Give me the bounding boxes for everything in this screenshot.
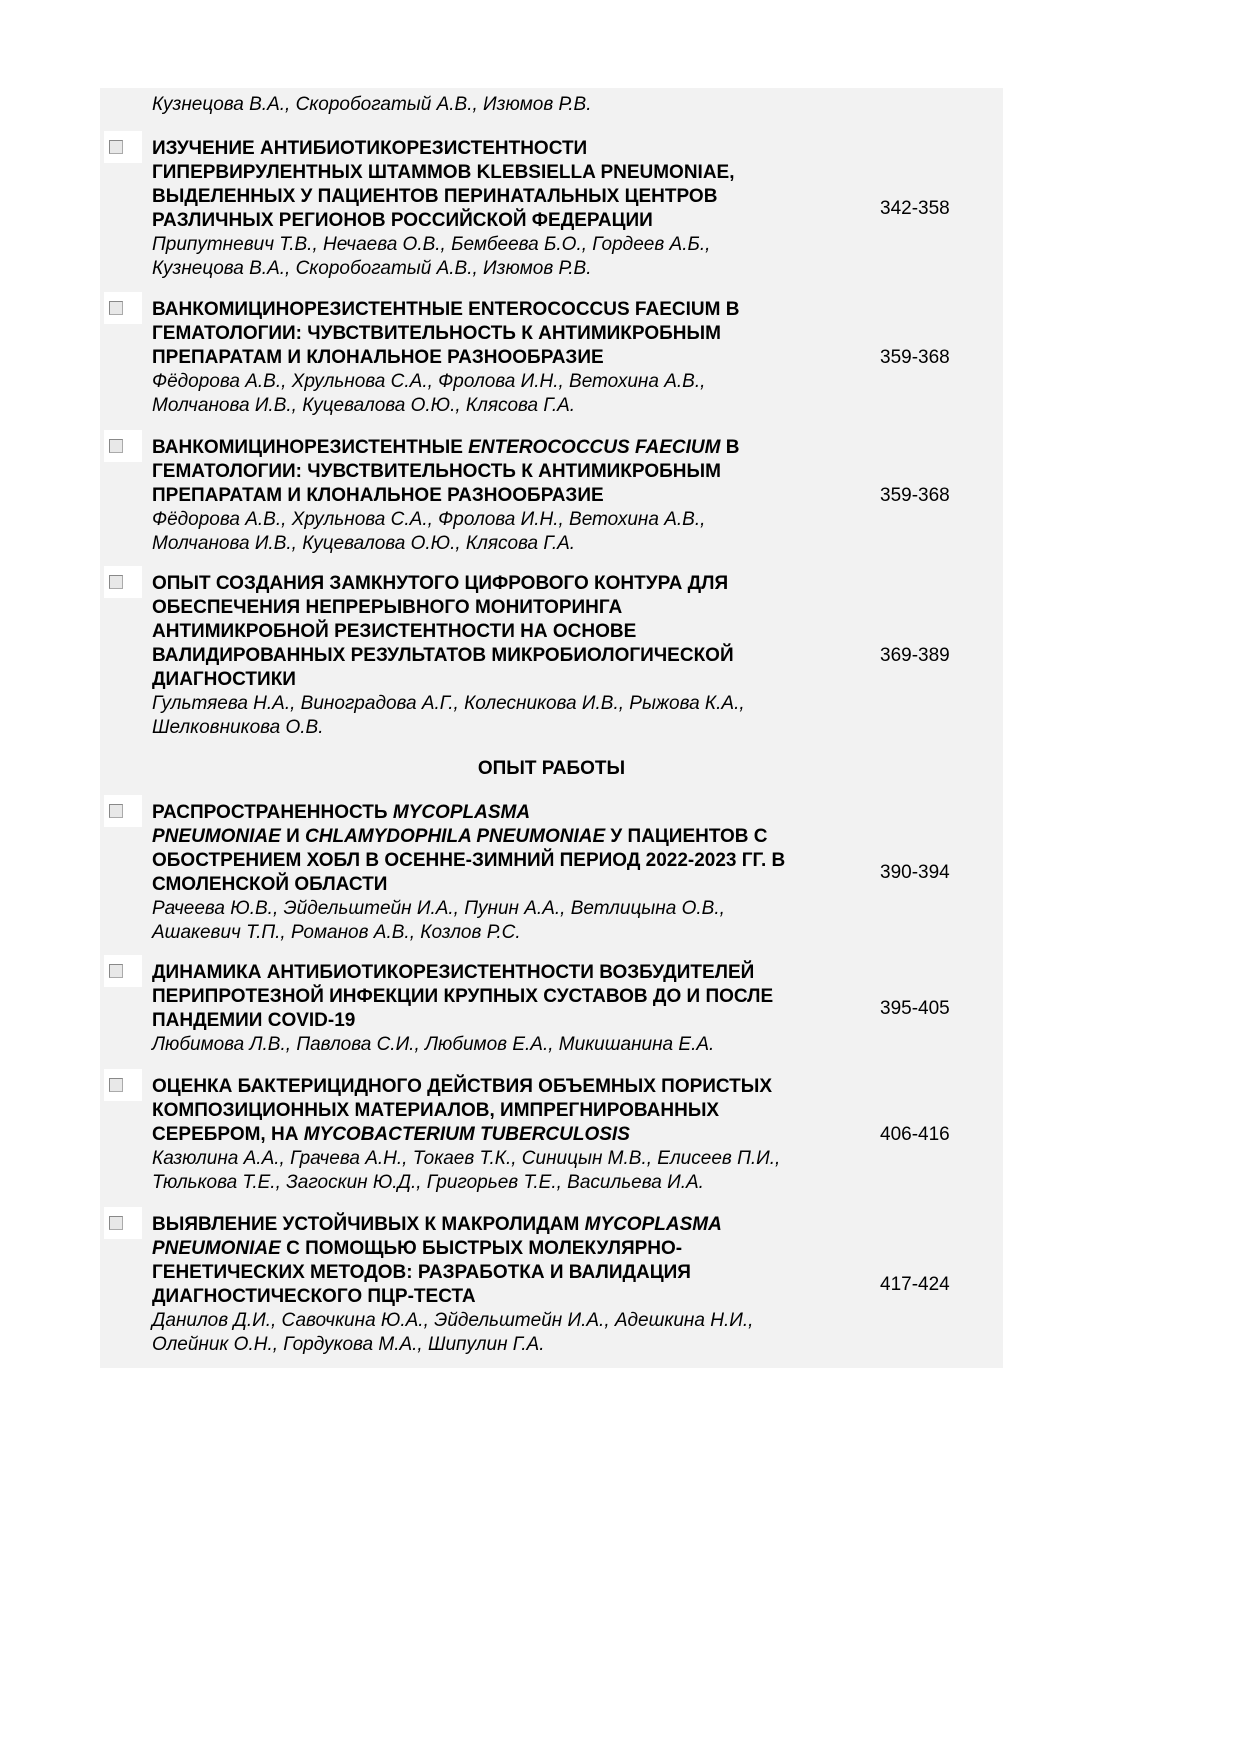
article-authors: Молчанова И.В., Куцевалова О.Ю., Клясова Г.А. <box>152 395 576 416</box>
checkbox-icon <box>109 140 123 154</box>
article-title-line[interactable] <box>152 825 785 849</box>
article-authors: Ашакевич Т.П., Романов А.В., Козлов Р.С. <box>152 922 521 943</box>
article-title-line[interactable] <box>152 137 735 161</box>
article-authors: Гультяева Н.А., Виноградова А.Г., Колесникова И.В., Рыжова К.А., <box>152 693 745 714</box>
article-title-line[interactable] <box>152 1009 773 1033</box>
title-segment: ГЕМАТОЛОГИИ: ЧУВСТВИТЕЛЬНОСТЬ К АНТИМИКРОБНЫМ <box>152 323 721 344</box>
title-segment: ИЗУЧЕНИЕ АНТИБИОТИКОРЕЗИСТЕНТНОСТИ <box>152 138 588 159</box>
article-checkbox[interactable] <box>104 430 142 462</box>
title-segment: ГЕНЕТИЧЕСКИХ МЕТОДОВ: РАЗРАБОТКА И ВАЛИДАЦИЯ <box>152 1262 691 1283</box>
article-title-line[interactable] <box>152 644 745 668</box>
title-segment: ПРЕПАРАТАМ И КЛОНАЛЬНОЕ РАЗНООБРАЗИЕ <box>152 485 604 506</box>
article-title-line[interactable] <box>152 322 739 346</box>
title-segment: ОПЫТ СОЗДАНИЯ ЗАМКНУТОГО ЦИФРОВОГО КОНТУРА ДЛЯ <box>152 573 729 594</box>
title-segment: ДИАГНОСТИЧЕСКОГО ПЦР-ТЕСТА <box>152 1286 476 1307</box>
article-title-line[interactable] <box>152 668 745 692</box>
article-authors: Казюлина А.А., Грачева А.Н., Токаев Т.К., Синицын М.В., Елисеев П.И., <box>152 1148 781 1169</box>
title-segment: ОБОСТРЕНИЕМ ХОБЛ В ОСЕННЕ-ЗИМНИЙ ПЕРИОД 2022-2023 ГГ. В <box>152 850 786 871</box>
title-segment: И <box>280 826 306 847</box>
page-range: 406-416 <box>880 1124 950 1145</box>
article-title-line[interactable] <box>152 620 745 644</box>
article-title-line[interactable] <box>152 1213 753 1237</box>
article-title-line[interactable] <box>152 873 785 897</box>
article-title-line[interactable] <box>152 1261 753 1285</box>
title-segment: ВЫДЕЛЕННЫХ У ПАЦИЕНТОВ ПЕРИНАТАЛЬНЫХ ЦЕНТРОВ <box>152 186 718 207</box>
article-authors: Данилов Д.И., Савочкина Ю.А., Эйдельштейн И.А., Адешкина Н.И., <box>152 1310 754 1331</box>
title-segment: ДИНАМИКА АНТИБИОТИКОРЕЗИСТЕНТНОСТИ ВОЗБУДИТЕЛЕЙ <box>152 962 755 983</box>
article-title-line[interactable] <box>152 298 739 322</box>
article-title-line[interactable] <box>152 161 735 185</box>
article-authors: Олейник О.Н., Гордукова М.А., Шипулин Г.А. <box>152 1334 545 1355</box>
article-authors: Фёдорова А.В., Хрульнова С.А., Фролова И.Н., Ветохина А.В., <box>152 371 706 392</box>
page-range: 395-405 <box>880 998 950 1019</box>
title-italic-segment: PNEUMONIAE <box>152 1238 281 1259</box>
article-authors: Шелковникова О.В. <box>152 717 324 738</box>
title-segment: ВАЛИДИРОВАННЫХ РЕЗУЛЬТАТОВ МИКРОБИОЛОГИЧЕСКОЙ <box>152 645 734 666</box>
article-title-line[interactable] <box>152 572 745 596</box>
article-title-line[interactable] <box>152 1099 780 1123</box>
article-title-line[interactable] <box>152 436 739 460</box>
title-italic-segment: CHLAMYDOPHILA PNEUMONIAE <box>305 826 606 847</box>
article-title-line[interactable] <box>152 985 773 1009</box>
page-range: 342-358 <box>880 198 950 219</box>
article-checkbox[interactable] <box>104 131 142 163</box>
title-segment: ОЦЕНКА БАКТЕРИЦИДНОГО ДЕЙСТВИЯ ОБЪЕМНЫХ ПОРИСТЫХ <box>152 1076 773 1097</box>
article-authors: Тюлькова Т.Е., Загоскин Ю.Д., Григорьев Т.Е., Васильева И.А. <box>152 1172 704 1193</box>
title-segment: ПРЕПАРАТАМ И КЛОНАЛЬНОЕ РАЗНООБРАЗИЕ <box>152 347 604 368</box>
article-title-line[interactable] <box>152 346 739 370</box>
title-segment: ПАНДЕМИИ COVID-19 <box>152 1010 356 1031</box>
article-authors: Фёдорова А.В., Хрульнова С.А., Фролова И.Н., Ветохина А.В., <box>152 509 706 530</box>
article-authors: Молчанова И.В., Куцевалова О.Ю., Клясова Г.А. <box>152 533 576 554</box>
article-title-line[interactable] <box>152 1237 753 1261</box>
title-segment: ВЫЯВЛЕНИЕ УСТОЙЧИВЫХ К МАКРОЛИДАМ <box>152 1214 585 1235</box>
page-range: 369-389 <box>880 645 950 666</box>
article-checkbox[interactable] <box>104 1207 142 1239</box>
article-authors: Припутневич Т.В., Нечаева О.В., Бембеева Б.О., Гордеев А.Б., <box>152 234 711 255</box>
page-range: 390-394 <box>880 862 950 883</box>
continuation-authors: Кузнецова В.А., Скоробогатый А.В., Изюмов Р.В. <box>152 94 592 115</box>
title-segment: У ПАЦИЕНТОВ С <box>605 826 768 847</box>
title-segment: КОМПОЗИЦИОННЫХ МАТЕРИАЛОВ, ИМПРЕГНИРОВАННЫХ <box>152 1100 720 1121</box>
title-segment: ОБЕСПЕЧЕНИЯ НЕПРЕРЫВНОГО МОНИТОРИНГА <box>152 597 623 618</box>
checkbox-icon <box>109 1078 123 1092</box>
title-italic-segment: MYCOBACTERIUM TUBERCULOSIS <box>303 1124 630 1145</box>
article-checkbox[interactable] <box>104 292 142 324</box>
article-title-line[interactable] <box>152 596 745 620</box>
title-segment: С ПОМОЩЬЮ БЫСТРЫХ МОЛЕКУЛЯРНО- <box>280 1238 683 1259</box>
article-title-line[interactable] <box>152 209 735 233</box>
checkbox-icon <box>109 439 123 453</box>
title-italic-segment: ENTEROCOCCUS FAECIUM <box>468 437 721 458</box>
page-range: 359-368 <box>880 485 950 506</box>
checkbox-icon <box>109 575 123 589</box>
title-segment: ГЕМАТОЛОГИИ: ЧУВСТВИТЕЛЬНОСТЬ К АНТИМИКРОБНЫМ <box>152 461 721 482</box>
page-range: 359-368 <box>880 347 950 368</box>
article-title-line[interactable] <box>152 801 785 825</box>
article-authors: Рачеева Ю.В., Эйдельштейн И.А., Пунин А.А., Ветлицына О.В., <box>152 898 725 919</box>
article-title-line[interactable] <box>152 1123 780 1147</box>
article-checkbox[interactable] <box>104 795 142 827</box>
title-segment: РАЗЛИЧНЫХ РЕГИОНОВ РОССИЙСКОЙ ФЕДЕРАЦИИ <box>152 210 653 231</box>
title-italic-segment: PNEUMONIAE <box>152 826 281 847</box>
title-segment: СМОЛЕНСКОЙ ОБЛАСТИ <box>152 874 388 895</box>
section-heading: ОПЫТ РАБОТЫ <box>477 758 626 779</box>
article-title-line[interactable] <box>152 849 785 873</box>
title-segment: РАСПРОСТРАНЕННОСТЬ <box>152 802 393 823</box>
title-segment: ГИПЕРВИРУЛЕНТНЫХ ШТАММОВ KLEBSIELLA PNEUMONIAE, <box>152 162 735 183</box>
title-segment: ПЕРИПРОТЕЗНОЙ ИНФЕКЦИИ КРУПНЫХ СУСТАВОВ ДО И ПОСЛЕ <box>152 986 774 1007</box>
article-title-line[interactable] <box>152 1075 780 1099</box>
title-segment: ВАНКОМИЦИНОРЕЗИСТЕНТНЫЕ ENTEROCOCCUS FAECIUM В <box>152 299 740 320</box>
article-title-line[interactable] <box>152 1285 753 1309</box>
article-checkbox[interactable] <box>104 1069 142 1101</box>
article-title-line[interactable] <box>152 185 735 209</box>
title-segment: ДИАГНОСТИКИ <box>152 669 296 690</box>
article-title-line[interactable] <box>152 961 773 985</box>
article-authors: Кузнецова В.А., Скоробогатый А.В., Изюмов Р.В. <box>152 258 592 279</box>
title-segment: СЕРЕБРОМ, НА <box>152 1124 304 1145</box>
page-range: 417-424 <box>880 1274 950 1295</box>
title-italic-segment: MYCOPLASMA <box>584 1214 722 1235</box>
title-italic-segment: MYCOPLASMA <box>392 802 531 823</box>
article-title-line[interactable] <box>152 460 739 484</box>
checkbox-icon <box>109 964 123 978</box>
article-title-line[interactable] <box>152 484 739 508</box>
checkbox-icon <box>109 301 123 315</box>
checkbox-icon <box>109 804 123 818</box>
article-checkbox[interactable] <box>104 955 142 987</box>
checkbox-icon <box>109 1216 123 1230</box>
title-segment: В <box>720 437 740 458</box>
article-authors: Любимова Л.В., Павлова С.И., Любимов Е.А., Микишанина Е.А. <box>152 1034 715 1055</box>
title-segment: ВАНКОМИЦИНОРЕЗИСТЕНТНЫЕ <box>152 437 469 458</box>
title-segment: АНТИМИКРОБНОЙ РЕЗИСТЕНТНОСТИ НА ОСНОВЕ <box>152 621 637 642</box>
article-checkbox[interactable] <box>104 566 142 598</box>
